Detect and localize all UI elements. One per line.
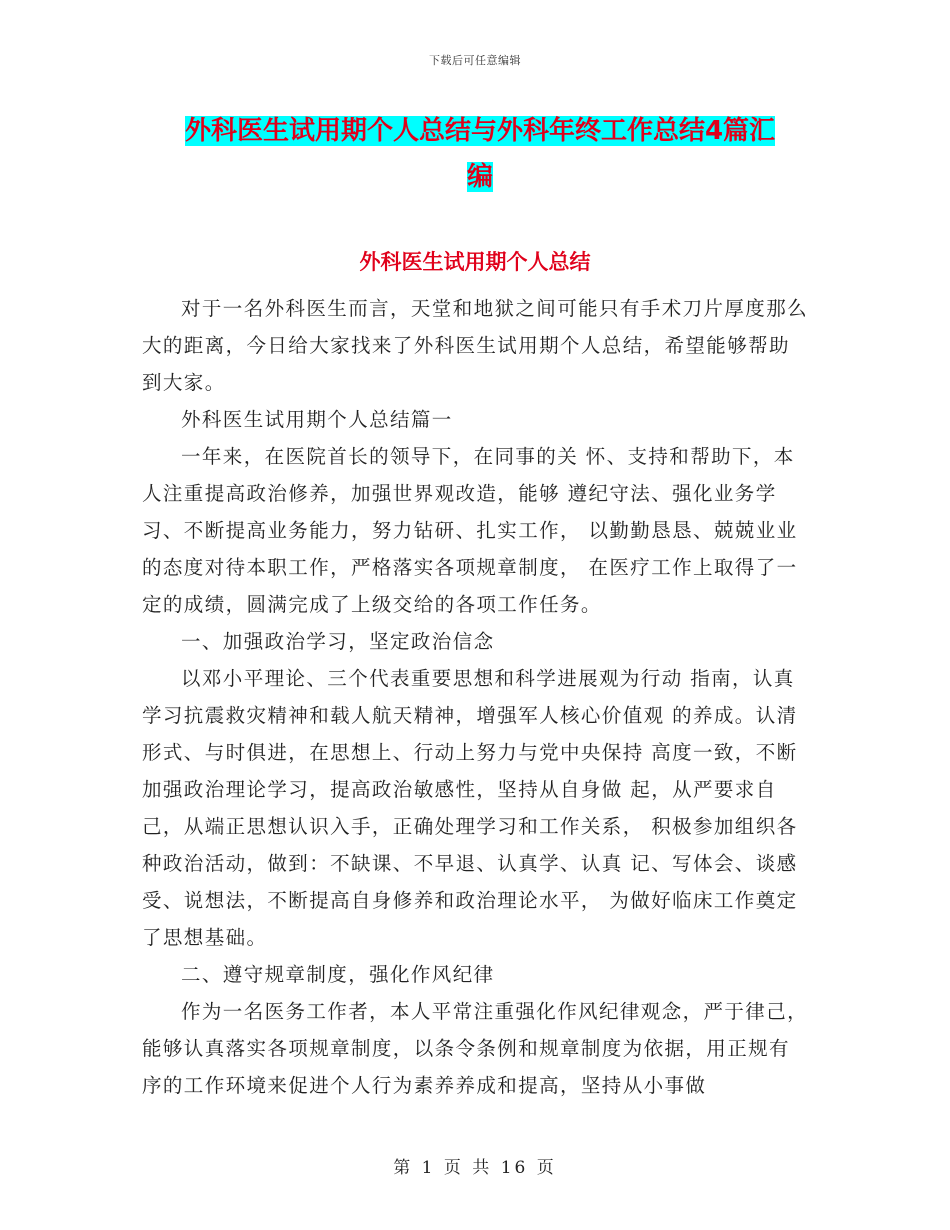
document-title-line-1: 外科医生试用期个人总结与外科年终工作总结4篇汇 <box>184 116 776 146</box>
paragraph-political-study: 以邓小平理论、三个代表重要思想和科学进展观为行动 指南，认真学习抗震救灾精神和载人航天精神，增强军人核心价值观 的养成。认清形式、与时俱进，在思想上、行动上努力与党中央保持 高度一致，不断加强政治理论学习，提高政治敏感性，坚持从自身做 起，从严要求自己，从端正思想认识入手，正确处理学习和工作关系， 积极参加组织各种政治活动，做到：不缺课、不早退、认真学、认真 记、写体会、谈感受、说想法，不断提高自身修养和政治理论水平， 为做好临床工作奠定了思想基础。 <box>142 667 798 949</box>
body-text <box>142 290 810 1104</box>
section-title: 外科医生试用期个人总结 <box>359 250 591 274</box>
paragraph-heading-political-study: 一、加强政治学习，坚定政治信念 <box>181 630 495 653</box>
paragraph-overview: 一年来，在医院首长的领导下，在同事的关 怀、支持和帮助下，本人注重提高政治修养，加强世界观改造，能够 遵纪守法、强化业务学习、不断提高业务能力，努力钻研、扎实工作， 以勤勤恳恳、兢兢业业的态度对待本职工作，严格落实各项规章制度， 在医疗工作上取得了一定的成绩，圆满完成了上级交给的各项工作任务。 <box>142 445 798 616</box>
header-note: 下载后可任意编辑 <box>429 54 521 67</box>
document-title <box>140 108 820 200</box>
page-footer: 第 1 页 共 16 页 <box>393 1158 557 1178</box>
document-title-line-2: 编 <box>466 162 493 192</box>
paragraph-heading-part-one: 外科医生试用期个人总结篇一 <box>181 408 453 431</box>
paragraph-heading-rules: 二、遵守规章制度，强化作风纪律 <box>181 963 495 986</box>
paragraph-rules: 作为一名医务工作者，本人平常注重强化作风纪律观念，严于律己，能够认真落实各项规章制度，以条令条例和规章制度为依据，用正规有序的工作环境来促进个人行为素养养成和提高，坚持从小事做 <box>142 1000 809 1097</box>
paragraph-intro: 对于一名外科医生而言，天堂和地狱之间可能只有手术刀片厚度那么大的距离，今日给大家找来了外科医生试用期个人总结，希望能够帮助到大家。 <box>142 297 809 394</box>
